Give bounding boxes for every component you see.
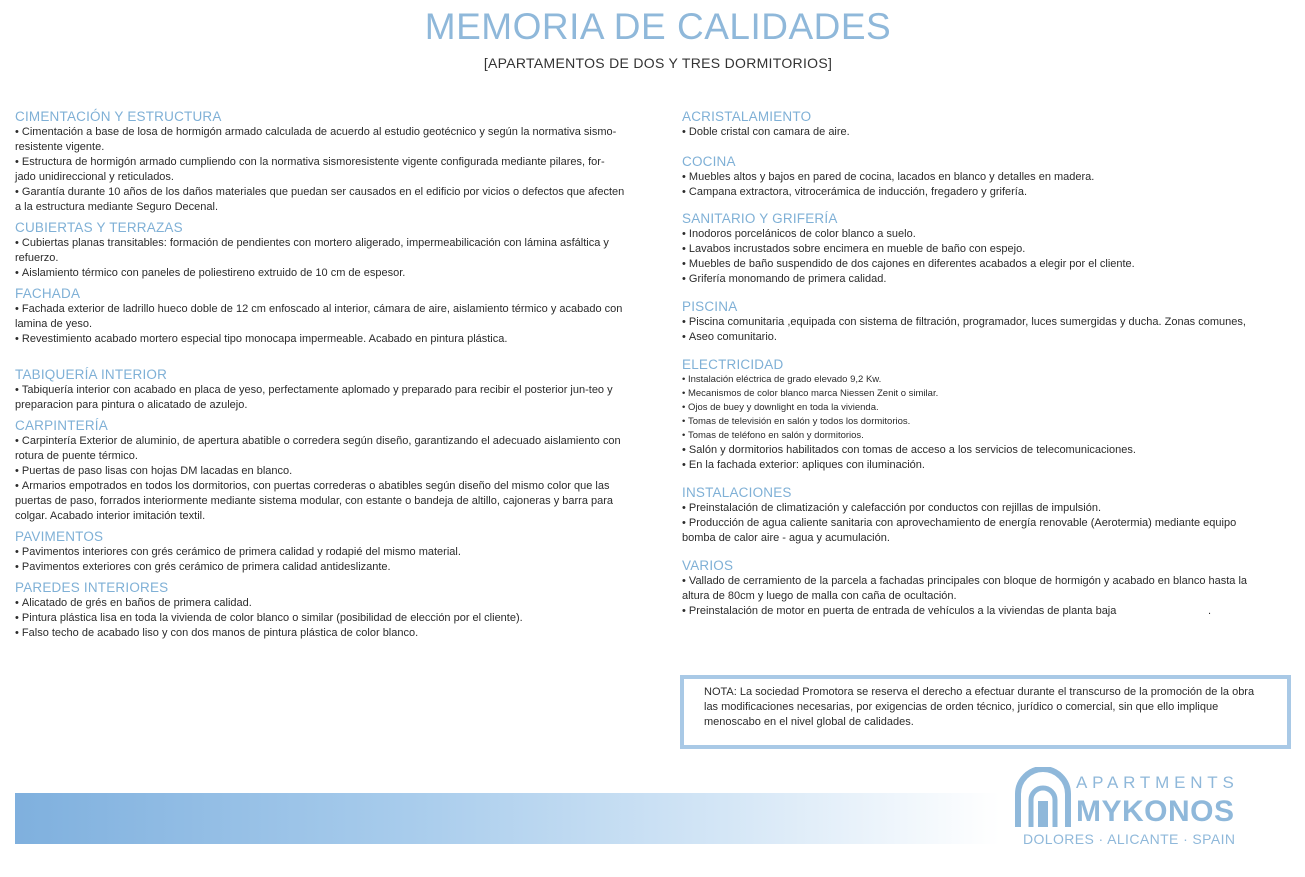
section-title: PAVIMENTOS	[15, 529, 104, 544]
logo-apartments-text: APARTMENTS	[1076, 773, 1239, 792]
decorative-gradient-band	[15, 793, 1000, 844]
list-item: • Armarios empotrados en todos los dormitorios, con puertas correderas o abatibles según diseño del mismo color que las puertas de paso, forrados interiormente mediante sistema modular, con estante o bandeja de altillo, cajoneras y barra para colgar. Acabado interior imitación textil.	[15, 479, 625, 524]
list-item: • Garantía durante 10 años de los daños materiales que puedan ser causados en el edificio por vicios o defectos que afecten a la estructura mediante Seguro Decenal.	[15, 185, 625, 215]
list-item: • Campana extractora, vitrocerámica de inducción, fregadero y grifería.	[682, 185, 1272, 200]
section-acristalamiento	[682, 109, 1272, 140]
section-piscina	[682, 299, 1272, 345]
logo-location: DOLORES · ALICANTE · SPAIN	[1023, 831, 1236, 847]
note-text: NOTA: La sociedad Promotora se reserva el derecho a efectuar durante el transcurso de la promoción de la obra las modificaciones necesarias, por exigencias de orden técnico, jurídico o comercial, sin que ello implique menoscabo en el nivel global de calidades.	[704, 686, 1255, 728]
list-item: • Preinstalación de motor en puerta de entrada de vehículos a la viviendas de planta baja .	[682, 604, 1272, 619]
list-item: • Vallado de cerramiento de la parcela a fachadas principales con bloque de hormigón y acabado en blanco hasta la altura de 80cm y luego de malla con caña de ocultación.	[682, 574, 1272, 604]
list-item: • Carpintería Exterior de aluminio, de apertura abatible o corredera según diseño, garantizando el adecuado aislamiento con rotura de puente térmico.	[15, 434, 625, 464]
section-title: SANITARIO Y GRIFERÍA	[682, 211, 838, 226]
list-item: • Instalación eléctrica de grado elevado 9,2 Kw.	[682, 373, 1272, 387]
section-title: ACRISTALAMIENTO	[682, 109, 812, 124]
list-item: • Pavimentos interiores con grés cerámico de primera calidad y rodapié del mismo material.	[15, 545, 625, 560]
list-item: • Cimentación a base de losa de hormigón armado calculada de acuerdo al estudio geotécnico y según la normativa sismo-resistente vigente.	[15, 125, 625, 155]
list-item: • Puertas de paso lisas con hojas DM lacadas en blanco.	[15, 464, 625, 479]
list-item: • Fachada exterior de ladrillo hueco doble de 12 cm enfoscado al interior, cámara de aire, aislamiento térmico y acabado con lamina de yeso.	[15, 302, 625, 332]
section-sanitario	[682, 211, 1272, 287]
logo-brand-name: MYKONOS	[1076, 795, 1235, 828]
section-title: VARIOS	[682, 558, 734, 573]
list-item: • Ojos de buey y downlight en toda la vivienda.	[682, 401, 1272, 415]
section-title: INSTALACIONES	[682, 485, 792, 500]
list-item: • Alicatado de grés en baños de primera calidad.	[15, 596, 625, 611]
section-title: CIMENTACIÓN Y ESTRUCTURA	[15, 109, 222, 124]
list-item: • Preinstalación de climatización y calefacción por conductos con rejillas de impulsión.	[682, 501, 1272, 516]
list-item: • Muebles altos y bajos en pared de cocina, lacados en blanco y detalles en madera.	[682, 170, 1272, 185]
section-cimentacion	[15, 109, 625, 215]
list-item: • Grifería monomando de primera calidad.	[682, 272, 1272, 287]
section-instalaciones	[682, 485, 1272, 546]
list-item: • Producción de agua caliente sanitaria con aprovechamiento de energía renovable (Aerotermia) mediante equipo bomba de calor aire - agua y acumulación.	[682, 516, 1272, 546]
list-item: • Aseo comunitario.	[682, 330, 1272, 345]
section-cocina	[682, 154, 1272, 200]
section-title: FACHADA	[15, 286, 81, 301]
list-item: • Tomas de teléfono en salón y dormitorios.	[682, 429, 1272, 443]
list-item: • Lavabos incrustados sobre encimera en mueble de baño con espejo.	[682, 242, 1272, 257]
list-item: • Revestimiento acabado mortero especial tipo monocapa impermeable. Acabado en pintura plástica.	[15, 332, 625, 347]
list-item: • En la fachada exterior: apliques con iluminación.	[682, 458, 1272, 473]
list-item: • Pintura plástica lisa en toda la vivienda de color blanco o similar (posibilidad de elección por el cliente).	[15, 611, 625, 626]
list-item: • Tabiquería interior con acabado en placa de yeso, perfectamente aplomado y preparado para recibir el posterior jun-teo y preparacion para pintura o alicatado de azulejo.	[15, 383, 625, 413]
list-item: • Doble cristal con camara de aire.	[682, 125, 1272, 140]
section-title: ELECTRICIDAD	[682, 357, 784, 372]
page-subtitle: [APARTAMENTOS DE DOS Y TRES DORMITORIOS]	[483, 55, 833, 71]
list-item: • Mecanismos de color blanco marca Niessen Zenit o similar.	[682, 387, 1272, 401]
section-tabiqueria	[15, 367, 625, 413]
list-item: • Salón y dormitorios habilitados con tomas de acceso a los servicios de telecomunicaciones.	[682, 443, 1272, 458]
logo	[1014, 767, 1239, 857]
list-item: • Muebles de baño suspendido de dos cajones en diferentes acabados a elegir por el cliente.	[682, 257, 1272, 272]
list-item: • Inodoros porcelánicos de color blanco a suelo.	[682, 227, 1272, 242]
list-item: • Falso techo de acabado liso y con dos manos de pintura plástica de color blanco.	[15, 626, 625, 641]
section-title: TABIQUERÍA INTERIOR	[15, 367, 168, 382]
section-title: CARPINTERÍA	[15, 418, 108, 433]
list-item: • Estructura de hormigón armado cumpliendo con la normativa sismoresistente vigente configurada mediante pilares, for-jado unidireccional y reticulados.	[15, 155, 625, 185]
list-item: • Aislamiento térmico con paneles de poliestireno extruido de 10 cm de espesor.	[15, 266, 625, 281]
list-item: • Tomas de televisión en salón y todos los dormitorios.	[682, 415, 1272, 429]
section-title: PISCINA	[682, 299, 738, 314]
section-carpinteria	[15, 418, 625, 524]
arch-logo-icon	[1014, 767, 1072, 829]
note-box	[680, 675, 1291, 749]
section-fachada	[15, 286, 625, 347]
section-title: PAREDES INTERIORES	[15, 580, 169, 595]
list-item: • Cubiertas planas transitables: formación de pendientes con mortero aligerado, impermeabilicación con lámina asfáltica y refuerzo.	[15, 236, 625, 266]
section-pavimentos	[15, 529, 625, 575]
left-column	[15, 109, 625, 641]
page-title: MEMORIA DE CALIDADES	[424, 6, 892, 47]
list-item: • Piscina comunitaria ,equipada con sistema de filtración, programador, luces sumergidas y ducha. Zonas comunes,	[682, 315, 1272, 330]
section-paredes	[15, 580, 625, 641]
section-title: COCINA	[682, 154, 736, 169]
right-column	[682, 109, 1272, 619]
list-item: • Pavimentos exteriores con grés cerámico de primera calidad antideslizante.	[15, 560, 625, 575]
section-title: CUBIERTAS Y TERRAZAS	[15, 220, 183, 235]
section-electricidad	[682, 357, 1272, 473]
section-cubiertas	[15, 220, 625, 281]
section-varios	[682, 558, 1272, 619]
